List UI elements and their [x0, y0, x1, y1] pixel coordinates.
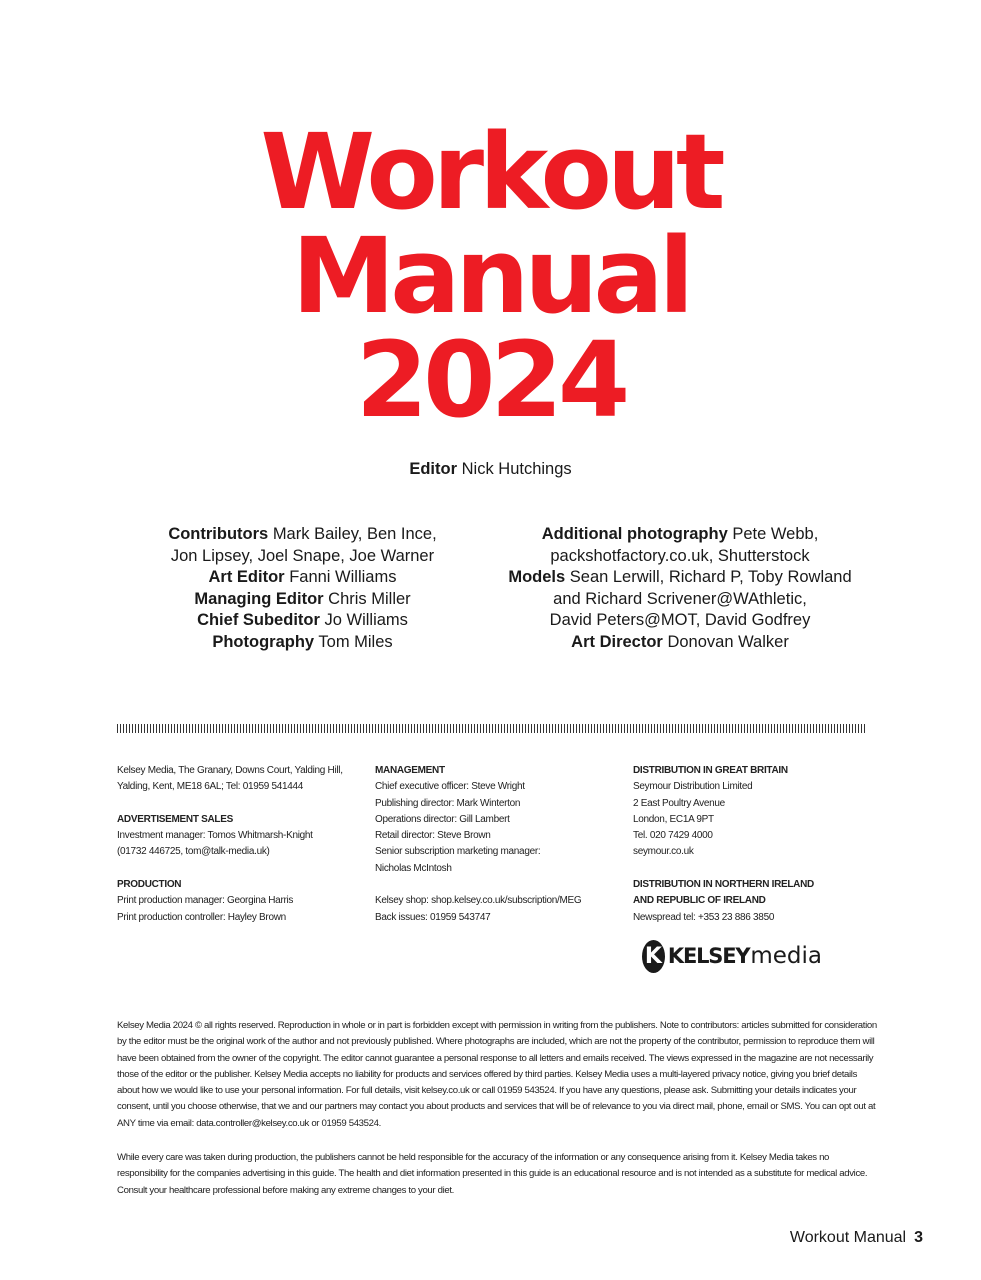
page-number: 3	[914, 1229, 923, 1246]
distribution-line: London, EC1A 9PT	[633, 813, 714, 825]
credit-line	[480, 610, 880, 632]
distribution-line: Newspread tel: +353 23 886 3850	[633, 911, 775, 923]
address-line: Kelsey Media, The Granary, Downs Court, Yalding Hill,	[117, 765, 343, 776]
management-line: Retail director: Steve Brown	[375, 830, 491, 842]
credit-label: Managing Editor	[194, 589, 324, 608]
management-line: Chief executive officer: Steve Wright	[375, 781, 525, 793]
credit-line	[480, 567, 880, 589]
editor-label: Editor	[409, 460, 458, 478]
address-line: Yalding, Kent, ME18 6AL; Tel: 01959 541444	[117, 781, 304, 793]
management-heading: MANAGEMENT	[375, 765, 445, 776]
credit-label: Models	[508, 568, 566, 586]
credits-right	[480, 524, 880, 653]
distribution-line: seymour.co.uk	[633, 846, 694, 858]
footer-title: Workout Manual	[789, 1229, 907, 1246]
ni-distribution-heading: AND REPUBLIC OF IRELAND	[633, 895, 766, 907]
distribution-line: Tel. 020 7429 4000	[633, 830, 713, 842]
credit-line	[140, 632, 465, 654]
credit-line	[480, 589, 880, 611]
credits-left	[140, 524, 465, 653]
management-line: Publishing director: Mark Winterton	[375, 797, 521, 809]
credit-line	[140, 610, 465, 632]
kelsey-k-icon: K	[642, 940, 665, 973]
distribution-column	[633, 763, 893, 926]
management-line: Operations director: Gill Lambert	[375, 813, 510, 825]
credit-text: Jo Williams	[324, 611, 408, 629]
ni-distribution-heading: DISTRIBUTION IN NORTHERN IRELAND	[633, 879, 814, 891]
ads-line: Investment manager: Tomos Whitmarsh-Knight	[117, 830, 313, 842]
credit-text: Donovan Walker	[667, 632, 789, 651]
publisher-info-column	[117, 763, 367, 926]
credit-label: Additional photography	[541, 525, 728, 543]
credit-label: Contributors	[168, 525, 269, 543]
shop-line: Kelsey shop: shop.kelsey.co.uk/subscription/MEG	[375, 895, 582, 907]
back-issues-line: Back issues: 01959 543747	[375, 911, 491, 923]
ads-heading: ADVERTISEMENT SALES	[117, 813, 233, 825]
credit-text: Pete Webb,	[732, 525, 819, 543]
credit-line	[140, 589, 465, 611]
title-line-2: Manual	[291, 215, 690, 337]
editor-credit	[0, 460, 981, 479]
production-line: Print production manager: Georgina Harris	[117, 895, 294, 907]
legal-paragraph-disclaimer: While every care was taken during production, the publishers cannot be held responsible for the accuracy of the information or any consequence arising from it. Kelsey Media takes no responsibility for the companies advertising in this guide. The health and diet information presented in this guide is an educational resource and is not intended as a substitute for medical advice. Consult your healthcare professional before making any extreme changes to your diet.	[117, 1152, 868, 1196]
credit-label: Photography	[212, 632, 315, 651]
distribution-line: 2 East Poultry Avenue	[633, 797, 725, 809]
credit-line	[140, 546, 465, 568]
credit-label: Art Director	[571, 632, 663, 651]
credit-text: David Peters@MOT, David Godfrey	[549, 611, 811, 629]
credit-text: and Richard Scrivener@WAthletic,	[553, 589, 807, 608]
logo-word-media: media	[750, 943, 822, 969]
credit-text: Tom Miles	[318, 632, 393, 651]
page-footer	[790, 1229, 923, 1247]
barcode-divider	[117, 724, 867, 733]
management-column	[375, 763, 625, 926]
legal-paragraph-copyright: Kelsey Media 2024 © all rights reserved. Reproduction in whole or in part is forbidden except with permission in writing from the publishers. Note to contributors: articles submitted for consideration by the editor must be the original work of the author and not previously published. Where photographs are included, which are not the property of the contributor, permission to reproduce them will have been obtained from the owner of the copyright. The editor cannot guarantee a personal response to all letters and emails received. The views expressed in the magazine are not necessarily those of the editor or the publisher. Kelsey Media accepts no liability for products and services offered by third parties. Kelsey Media uses a multi-layered privacy notice, giving you brief details about how we would like to use your personal information. For full details, visit kelsey.co.uk or call 01959 543524. If you have any questions, please ask. Submitting your details indicates your consent, until you choose otherwise, that we and our partners may contact you about products and services that will be of relevance to you via direct mail, phone, email or SMS. You can opt out at ANY time via email: data.controller@kelsey.co.uk or 01959 543524.	[117, 1020, 877, 1129]
credit-text: packshotfactory.co.uk, Shutterstock	[550, 546, 810, 565]
management-line: Nicholas McIntosh	[375, 862, 452, 874]
gb-distribution-heading: DISTRIBUTION IN GREAT BRITAIN	[633, 765, 788, 776]
credit-line	[480, 546, 880, 568]
ads-line: (01732 446725, tom@talk-media.uk)	[117, 846, 270, 858]
distribution-line: Seymour Distribution Limited	[633, 781, 753, 793]
credit-line	[140, 524, 465, 546]
credit-line	[140, 567, 465, 589]
credit-text: Fanni Williams	[289, 568, 397, 586]
credit-text: Mark Bailey, Ben Ince,	[272, 525, 437, 543]
credit-label: Chief Subeditor	[197, 611, 320, 629]
credit-label: Art Editor	[208, 568, 285, 586]
credit-text: Sean Lerwill, Richard P, Toby Rowland	[569, 568, 852, 586]
page-title	[0, 111, 981, 441]
management-line: Senior subscription marketing manager:	[375, 846, 541, 858]
logo-word-kelsey: KELSEY	[667, 944, 750, 968]
editor-name: Nick Hutchings	[461, 460, 572, 478]
title-line-3: 2024	[355, 319, 626, 441]
credit-text: Chris Miller	[328, 589, 411, 608]
production-heading: PRODUCTION	[117, 879, 182, 891]
title-line-1: Workout	[260, 111, 721, 233]
credit-text: Jon Lipsey, Joel Snape, Joe Warner	[170, 546, 435, 565]
credit-line	[480, 524, 880, 546]
credit-line	[480, 632, 880, 654]
production-line: Print production controller: Hayley Brown	[117, 911, 286, 923]
kelsey-media-logo	[642, 938, 822, 974]
